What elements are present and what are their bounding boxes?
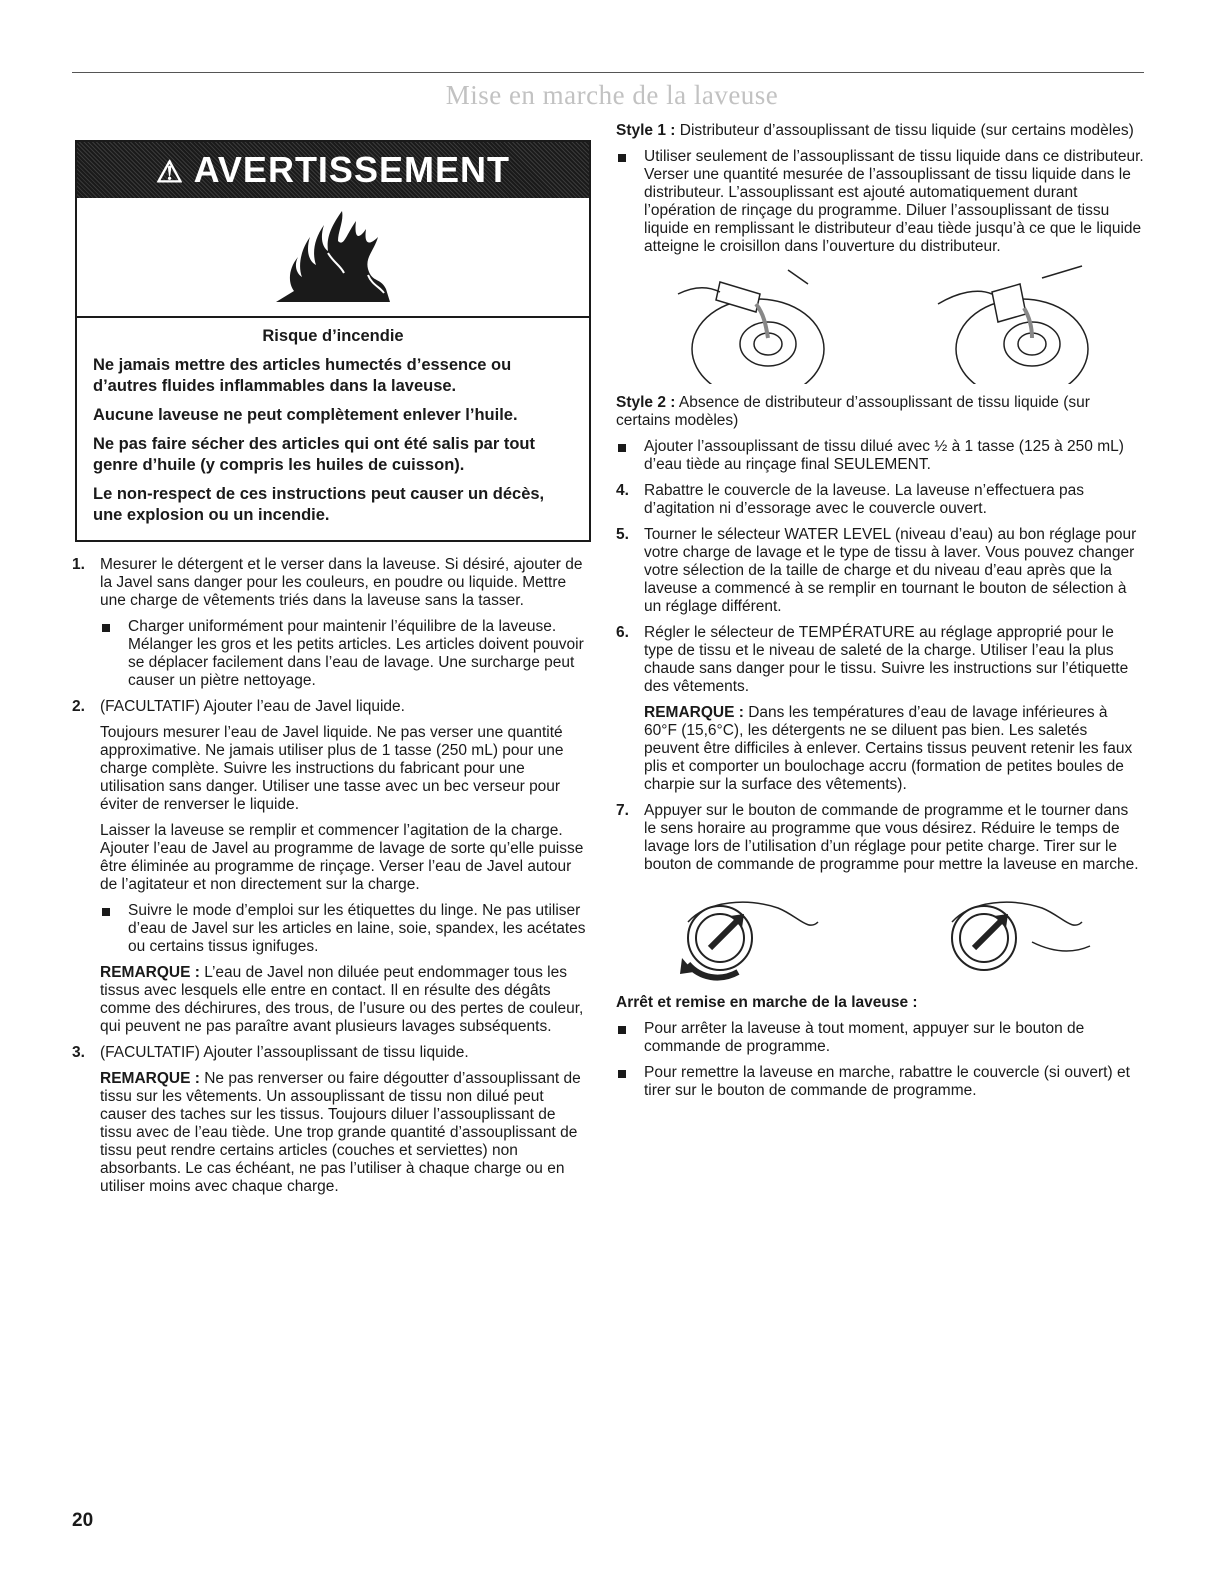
step-paragraph: Toujours mesurer l’eau de Javel liquide. Ne pas verser une quantité approximative. Ne jamais utiliser plus de 1 tasse (250 mL) pour une charge complète. Suivre les instructions du fabricant pour une utilisation sans danger. Utiliser une tasse avec un bec verseur pour éviter de renverser le liquide.	[100, 724, 564, 813]
warning-header	[77, 142, 589, 198]
page-number: 20	[72, 1510, 94, 1531]
style2-text: Absence de distributeur d’assouplissant de tissu liquide (sur certains modèles)	[616, 394, 1090, 429]
note-label: REMARQUE :	[100, 1070, 200, 1087]
warning-title: AVERTISSEMENT	[193, 149, 510, 190]
warning-line: Le non-respect de ces instructions peut causer un décès, une explosion ou un incendie.	[93, 485, 545, 524]
knob-illustrations	[616, 882, 1144, 982]
warning-line: Aucune laveuse ne peut complètement enlever l’huile.	[93, 406, 518, 424]
fire-icon	[77, 198, 589, 318]
step-text: Rabattre le couvercle de la laveuse. La laveuse n’effectuera pas d’agitation ni d’essorage avec le couvercle ouvert.	[644, 482, 1085, 517]
step-7	[616, 802, 1144, 874]
step-number: 5.	[616, 526, 629, 543]
warning-body	[77, 318, 589, 540]
step-paragraph: Laisser la laveuse se remplir et commencer l’agitation de la charge. Ajouter l’eau de Javel au programme de lavage de sorte qu’elle puisse être éliminée au programme de rinçage. Verser l’eau de Javel autour de l’agitateur et non directement sur la charge.	[100, 822, 584, 893]
bullet-item: Charger uniformément pour maintenir l’équilibre de la laveuse. Mélanger les gros et les petits articles. Les articles doivent pouvoir se déplacer facilement dans l’eau de lavage. Une surcharge peut causer un piètre nettoyage.	[100, 618, 590, 690]
note-text: Ne pas renverser ou faire dégoutter d’assouplissant de tissu sur les vêtements. Un assouplissant de tissu non dilué peut causer des taches sur les tissus. Toujours diluer l’assouplissant de tissu avec de l’eau tiède. Une trop grande quantité d’assouplissant de tissu peut rendre certains articles (couches et serviettes) non absorbants. Le cas échéant, ne pas l’utiliser à chaque charge ou en utiliser moins avec chaque charge.	[100, 1070, 581, 1195]
style2-heading	[616, 394, 1144, 430]
step-text: (FACULTATIF) Ajouter l’eau de Javel liquide.	[100, 698, 405, 715]
bullet-item: Pour arrêter la laveuse à tout moment, appuyer sur le bouton de commande de programme.	[616, 1020, 1144, 1056]
note-text: L’eau de Javel non diluée peut endommager tous les tissus avec lesquels elle entre en contact. Il en résulte des dégâts comme des déchirures, des trous, de l’usure ou des pertes de couleur, qui peuvent ne pas paraître avant plusieurs lavages subséquents.	[100, 964, 584, 1035]
step-note	[100, 1070, 590, 1196]
knob-push-illustration	[658, 882, 838, 982]
dispenser-cup-illustration	[932, 264, 1092, 384]
step-3	[72, 1044, 590, 1196]
top-rule	[72, 72, 1144, 73]
style1-label: Style 1 :	[616, 122, 676, 139]
knob-pull-illustration	[922, 882, 1102, 982]
dispenser-bottle-illustration	[668, 264, 828, 384]
step-number: 3.	[72, 1044, 85, 1061]
step-number: 7.	[616, 802, 629, 819]
step-number: 4.	[616, 482, 629, 499]
bullet-item: Suivre le mode d’emploi sur les étiquettes du linge. Ne pas utiliser d’eau de Javel sur les articles en laine, soie, spandex, les acétates ou certains tissus ignifuges.	[100, 902, 590, 956]
stop-restart-title: Arrêt et remise en marche de la laveuse :	[616, 994, 918, 1011]
step-text: Appuyer sur le bouton de commande de programme et le tourner dans le sens horaire au programme que vous désirez. Réduire le temps de lavage lors de l’utilisation d’un réglage pour petite charge. Tirer sur le bouton de commande de programme pour mettre la laveuse en marche.	[644, 802, 1139, 873]
style2-label: Style 2 :	[616, 394, 676, 411]
warning-risk: Risque d’incendie	[262, 327, 404, 345]
step-number: 2.	[72, 698, 85, 715]
warning-line: Ne pas faire sécher des articles qui ont été salis par tout genre d’huile (y compris les huiles de cuisson).	[93, 435, 535, 474]
left-column	[72, 140, 590, 1204]
step-1	[72, 556, 590, 690]
bullet-item: Ajouter l’assouplissant de tissu dilué avec ½ à 1 tasse (125 à 250 mL) d’eau tiède au rinçage final SEULEMENT.	[616, 438, 1144, 474]
step-number: 1.	[72, 556, 85, 573]
step-text: Tourner le sélecteur WATER LEVEL (niveau d’eau) au bon réglage pour votre charge de lavage et le type de tissu à laver. Vous pouvez changer votre sélection de la taille de charge et du niveau d’eau après que la laveuse a commencé à se remplir en tournant le bouton de sélection à un réglage différent.	[644, 526, 1137, 615]
bullet-item: Pour remettre la laveuse en marche, rabattre le couvercle (si ouvert) et tirer sur le bouton de commande de programme.	[616, 1064, 1144, 1100]
note-label: REMARQUE :	[644, 704, 744, 721]
step-note	[100, 964, 590, 1036]
note-label: REMARQUE :	[100, 964, 200, 981]
step-6	[616, 624, 1144, 794]
style1-heading	[616, 122, 1144, 140]
step-5	[616, 526, 1144, 616]
warning-triangle-icon: ⚠	[156, 156, 184, 189]
step-text: (FACULTATIF) Ajouter l’assouplissant de tissu liquide.	[100, 1044, 469, 1061]
step-4	[616, 482, 1144, 518]
right-column	[616, 122, 1144, 1108]
warning-line: Ne jamais mettre des articles humectés d’essence ou d’autres fluides inflammables dans la laveuse.	[93, 356, 512, 395]
step-number: 6.	[616, 624, 629, 641]
style1-text: Distributeur d’assouplissant de tissu liquide (sur certains modèles)	[679, 122, 1134, 139]
page-title: Mise en marche de la laveuse	[445, 80, 779, 110]
note-text: Dans les températures d’eau de lavage inférieures à 60°F (15,6°C), les détergents ne se diluent pas bien. Les saletés peuvent être difficiles à enlever. Certains tissus peuvent retenir les faux plis et comporter un boulochage accru (formation de petites boules de charpie sur la surface des vêtements).	[644, 704, 1133, 793]
step-text: Régler le sélecteur de TEMPÉRATURE au réglage approprié pour le type de tissu et le niveau de saleté de la charge. Utiliser l’eau la plus chaude sans danger pour le tissu. Suivre les instructions sur l’étiquette des vêtements.	[644, 624, 1129, 695]
step-text: Mesurer le détergent et le verser dans la laveuse. Si désiré, ajouter de la Javel sans danger pour les couleurs, en poudre ou liquide. Mettre une charge de vêtements triés dans la laveuse sans la tasser.	[100, 556, 583, 609]
step-note	[644, 704, 1144, 794]
bullet-item: Utiliser seulement de l’assouplissant de tissu liquide dans ce distributeur. Verser une quantité mesurée de l’assouplissant de tissu liquide dans le distributeur. L’assouplissant est ajouté automatiquement durant l’opération de rinçage du programme. Diluer l’assouplissant de tissu liquide en remplissant le distributeur d’eau tiède jusqu’à ce que le liquide atteigne le croisillon dans l’ouverture du distributeur.	[616, 148, 1144, 256]
dispenser-illustrations	[616, 264, 1144, 384]
warning-box	[75, 140, 591, 542]
step-2	[72, 698, 590, 1036]
